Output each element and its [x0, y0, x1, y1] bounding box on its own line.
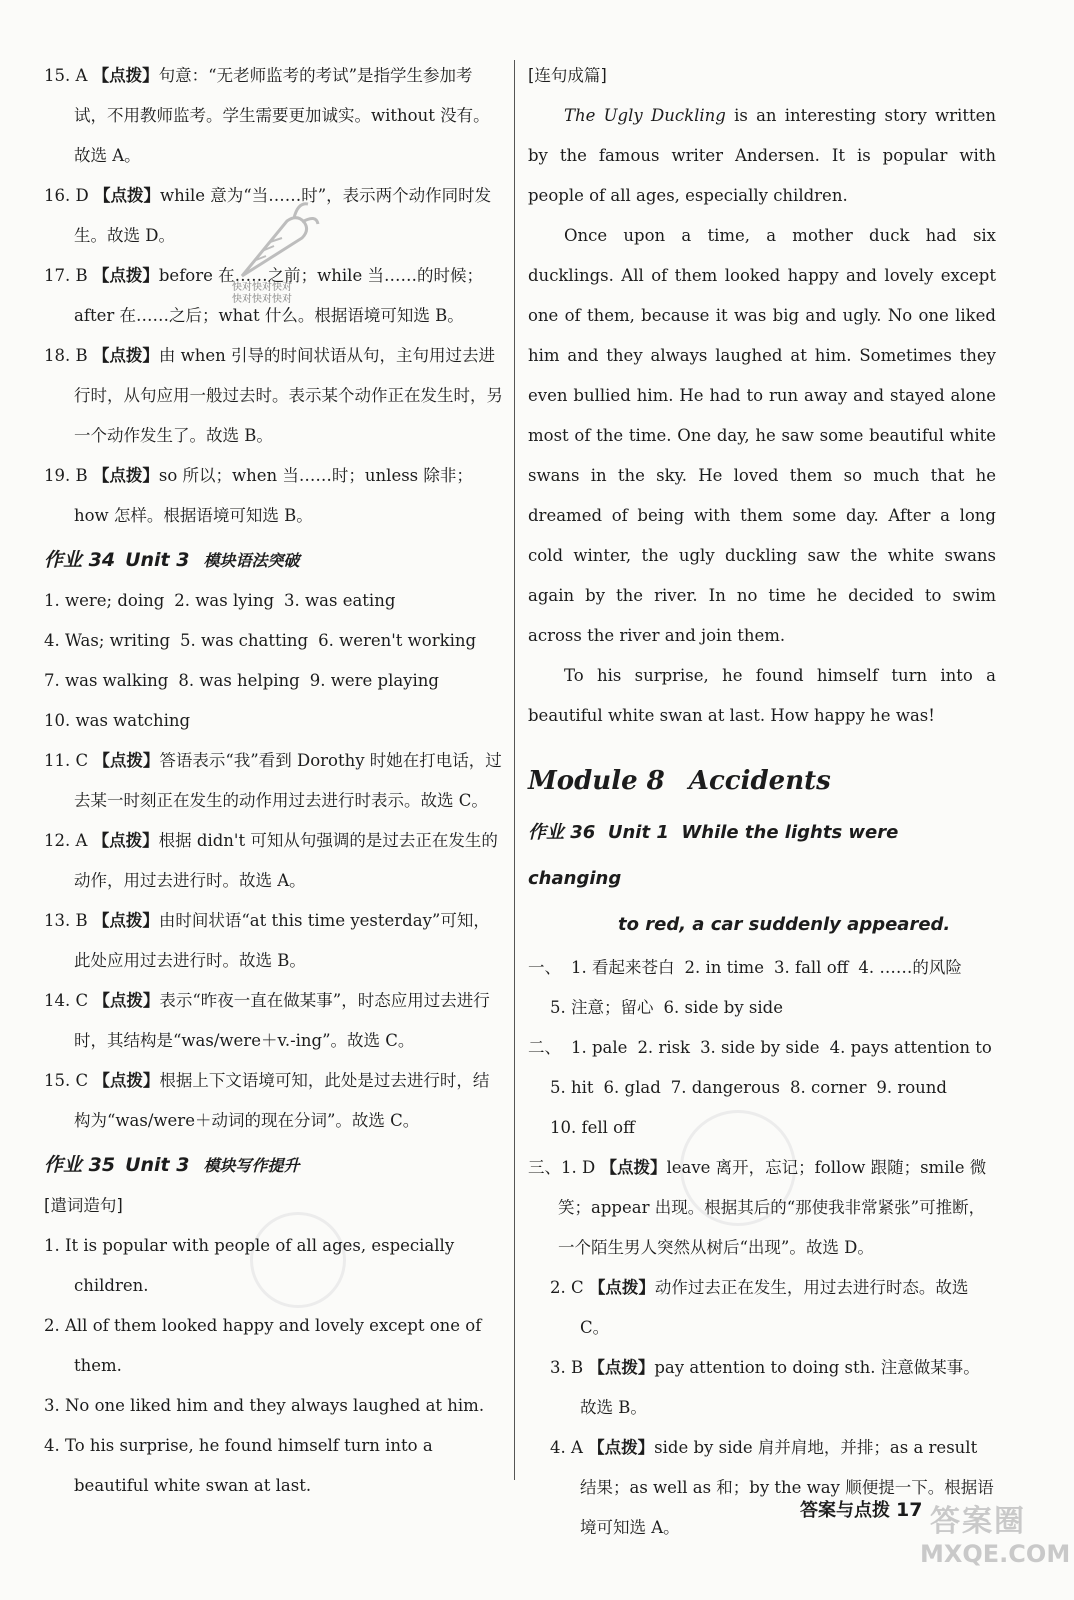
answer-item: 13. B 【点拨】由时间状语“at this time yesterday”可知，此处应用过去进行时。故选 B。	[44, 911, 490, 970]
stamp-text: 快对快对快对 快对快对快对	[232, 282, 292, 305]
homework-35-heading: 作业 35 Unit 3 模块写作提升	[44, 1154, 300, 1176]
answer-item: 12. A 【点拨】根据 didn't 可知从句强调的是过去正在发生的动作，用过去进行时。故选 A。	[44, 831, 498, 890]
sentence-item: 3. No one liked him and they always laughed at him.	[44, 1396, 485, 1415]
answer-item: 17. B 【点拨】before 在……之前；while 当……的时候；after 在……之后；what 什么。根据语境可知选 B。	[44, 266, 483, 325]
answer-item: 18. B 【点拨】由 when 引导的时间状语从句，主句用过去进行时，从句应用一般过去时。表示某个动作正在发生时，另一个动作发生了。故选 B。	[44, 346, 503, 445]
answer-item: 2. C 【点拨】动作过去正在发生，用过去进行时态。故选 C。	[550, 1278, 969, 1337]
page-footer	[800, 1496, 922, 1522]
column-divider	[514, 60, 515, 1480]
essay-paragraph: The Ugly Duckling is an interesting story written by the famous writer Andersen. It is popular with people of all ages, especially children.	[528, 106, 996, 205]
watermark-url: MXQE.COM	[920, 1540, 1071, 1568]
page-number: 17	[896, 1499, 923, 1521]
section-label-lianju: [连句成篇]	[528, 66, 607, 85]
answer-row: 10. was watching	[44, 711, 191, 730]
sentence-item: 1. It is popular with people of all ages, especially children.	[44, 1236, 455, 1295]
essay-paragraph: To his surprise, he found himself turn into a beautiful white swan at last. How happy he was!	[528, 666, 996, 725]
right-column	[528, 56, 996, 1548]
essay-paragraph: Once upon a time, a mother duck had six ducklings. All of them looked happy and lovely except one of them, because it was big and ugly. No one liked him and they always laughed at him. Sometimes they even bullied him. He had to run away and stayed alone most of the time. One day, he saw some beautiful white swans in the sky. He loved them so much that he dreamed of being with them some day. After a long cold winter, the ugly duckling saw the white swans again by the river. In no time he decided to swim across the river and join them.	[528, 226, 996, 645]
answer-item: 15. C 【点拨】根据上下文语境可知，此处是过去进行时，结构为“was/were＋动词的现在分词”。故选 C。	[44, 1071, 490, 1130]
left-column	[44, 56, 504, 1506]
section-label-qianci: [遣词造句]	[44, 1196, 123, 1215]
answer-item: 19. B 【点拨】so 所以；when 当……时；unless 除非；how 怎样。根据语境可知选 B。	[44, 466, 473, 525]
answer-row: 1. were; doing 2. was lying 3. was eating	[44, 591, 396, 610]
answer-item: 3. B 【点拨】pay attention to doing sth. 注意做某事。故选 B。	[550, 1358, 980, 1417]
homework-34-heading: 作业 34 Unit 3 模块语法突破	[44, 549, 300, 571]
answer-item: 11. C 【点拨】答语表示“我”看到 Dorothy 时她在打电话，过去某一时刻正在发生的动作用过去进行时表示。故选 C。	[44, 751, 502, 810]
answer-item: 4. A 【点拨】side by side 肩并肩地，并排；as a result 结果；as well as 和；by the way 顺便提一下。根据语境可知选 A。	[550, 1438, 994, 1537]
sentence-item: 2. All of them looked happy and lovely except one of them.	[44, 1316, 482, 1375]
sentence-item: 4. To his surprise, he found himself turn into a beautiful white swan at last.	[44, 1436, 433, 1495]
answer-row: 4. Was; writing 5. was chatting 6. weren't working	[44, 631, 477, 650]
answer-row: 一、 1. 看起来苍白 2. in time 3. fall off 4. ……的风险	[528, 958, 962, 977]
answer-item: 16. D 【点拨】while 意为“当……时”，表示两个动作同时发生。故选 D。	[44, 186, 492, 245]
answer-row: 5. hit 6. glad 7. dangerous 8. corner 9. round	[550, 1078, 947, 1097]
watermark-logo: 答案圈	[930, 1504, 1026, 1539]
answer-item: 14. C 【点拨】表示“昨夜一直在做某事”，时态应用过去进行时，其结构是“was/were＋v.-ing”。故选 C。	[44, 991, 490, 1050]
answer-row: 5. 注意；留心 6. side by side	[550, 998, 784, 1017]
answer-row: 10. fell off	[550, 1118, 635, 1137]
footer-label: 答案与点拨	[800, 1500, 890, 1521]
module-heading: Module 8 Accidents	[528, 766, 831, 796]
homework-36-heading: 作业 36 Unit 1 While the lights were changing to red, a car suddenly appeared.	[528, 822, 951, 935]
answer-item: 三、1. D 【点拨】leave 离开，忘记；follow 跟随；smile 微笑；appear 出现。根据其后的“那使我非常紧张”可推断，一个陌生男人突然从树后“出现”。故选 D。	[528, 1158, 987, 1257]
answer-row: 7. was walking 8. was helping 9. were playing	[44, 671, 439, 690]
answer-item: 15. A 【点拨】句意：“无老师监考的考试”是指学生参加考试，不用教师监考。学生需要更加诚实。without 没有。故选 A。	[44, 66, 490, 165]
answer-row: 二、 1. pale 2. risk 3. side by side 4. pays attention to	[528, 1038, 992, 1057]
